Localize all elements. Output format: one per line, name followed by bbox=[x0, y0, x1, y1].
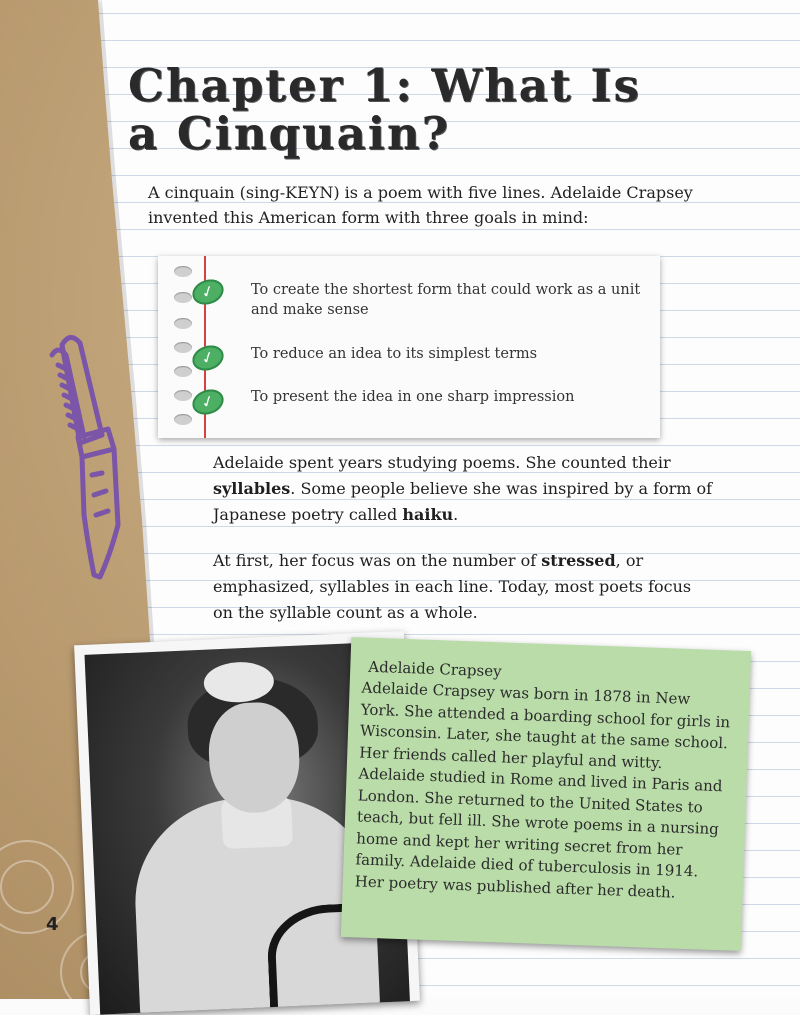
text-run: Adelaide spent years studying poems. She counted their bbox=[213, 453, 671, 472]
text-run: At first, her focus was on the number of bbox=[213, 551, 542, 570]
goals-card bbox=[158, 256, 660, 438]
glossary-term-stressed: stressed bbox=[541, 551, 616, 570]
sidebar-text: Adelaide Crapsey was born in 1878 in New York. She attended a boarding school for girls in Wisconsin. Later, she taught at the same school. Her friends called her playful and witty. Adelaide studied in Rome and lived in Paris and London. She returned to the United States to teach, but fell ill. She wrote poems in a nursing home and kept her writing secret from her family. Adelaide died of tuberculosis in 1914. Her poetry was published after her death. bbox=[354, 678, 731, 902]
body-paragraph-1 bbox=[213, 450, 713, 528]
binder-hole bbox=[174, 292, 192, 303]
intro-paragraph: A cinquain (sing-KEYN) is a poem with five lines. Adelaide Crapsey invented this American form with three goals in mind: bbox=[148, 183, 693, 227]
binder-hole bbox=[174, 342, 192, 353]
page-number: 4 bbox=[46, 914, 59, 935]
binder-hole bbox=[174, 414, 192, 425]
glossary-term-syllables: syllables bbox=[213, 479, 291, 498]
binder-hole bbox=[174, 366, 192, 377]
goal-item: To reduce an idea to its simplest terms bbox=[251, 346, 538, 362]
sidebar-title: Adelaide Crapsey bbox=[368, 657, 502, 681]
text-run: . bbox=[453, 505, 459, 524]
glossary-term-haiku: haiku bbox=[402, 505, 454, 524]
text-run: . Some people believe she was inspired by a form of Japanese poetry called bbox=[213, 479, 713, 524]
binder-hole bbox=[174, 266, 192, 277]
checkmark-icon: ✓ bbox=[189, 341, 227, 374]
checkmark-icon: ✓ bbox=[189, 385, 227, 418]
binder-hole bbox=[174, 390, 192, 401]
binder-hole bbox=[174, 318, 192, 329]
body-paragraph-2 bbox=[213, 548, 713, 626]
page-title: Chapter 1: What Is a Cinquain? bbox=[128, 59, 641, 160]
text-run: , or emphasized, syllables in each line. Today, most poets focus on the syllable count as a whole. bbox=[213, 551, 692, 622]
pen-doodle-icon bbox=[22, 325, 132, 585]
bio-sidebar-note bbox=[341, 637, 751, 951]
checkmark-icon: ✓ bbox=[189, 275, 227, 308]
swirl-decoration bbox=[0, 860, 54, 914]
goal-item: To present the idea in one sharp impression bbox=[251, 389, 575, 405]
goal-item: To create the shortest form that could work as a unit and make sense bbox=[251, 282, 641, 318]
